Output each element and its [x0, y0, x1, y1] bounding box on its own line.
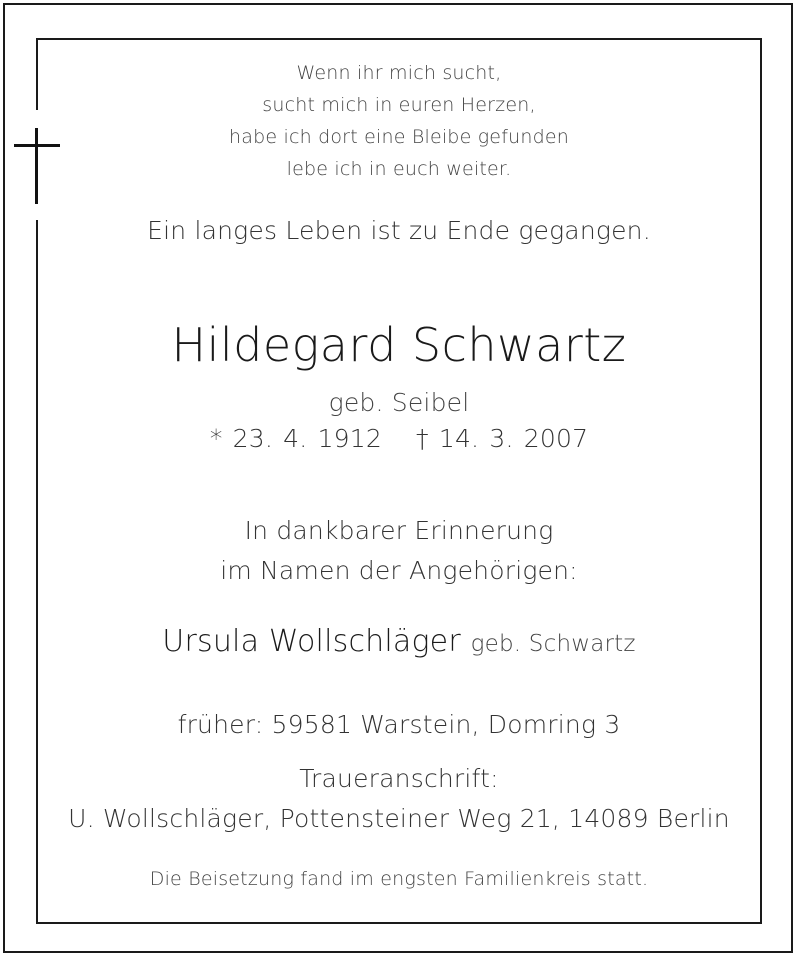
mourning-address-label: Traueranschrift:	[299, 764, 499, 793]
deceased-maiden-name: geb. Seibel	[328, 388, 470, 417]
intro-text: Ein langes Leben ist zu Ende gegangen.	[147, 216, 651, 245]
poem-line-3: habe ich dort eine Bleibe gefunden	[229, 126, 569, 148]
poem-line-4: lebe ich in euch weiter.	[286, 158, 512, 180]
poem-line-1: Wenn ihr mich sucht,	[296, 62, 502, 84]
deceased-name: Hildegard Schwartz	[171, 318, 627, 372]
birth-date: * 23. 4. 1912	[209, 424, 382, 453]
mourning-address: U. Wollschläger, Pottensteiner Weg 21, 14089 Berlin	[68, 804, 730, 833]
death-date: † 14. 3. 2007	[416, 424, 589, 453]
mourner	[36, 624, 762, 659]
thanks-line-2: im Namen der Angehörigen:	[220, 556, 578, 585]
mourner-maiden-name: geb. Schwartz	[470, 631, 636, 657]
former-address: früher: 59581 Warstein, Domring 3	[177, 710, 621, 739]
poem-line-2: sucht mich in euren Herzen,	[262, 94, 536, 116]
deceased-dates	[36, 424, 762, 453]
thanks-line-1: In dankbarer Erinnerung	[244, 516, 554, 545]
mourner-name: Ursula Wollschläger	[162, 624, 461, 659]
footer-note: Die Beisetzung fand im engsten Familienkreis statt.	[149, 868, 649, 890]
